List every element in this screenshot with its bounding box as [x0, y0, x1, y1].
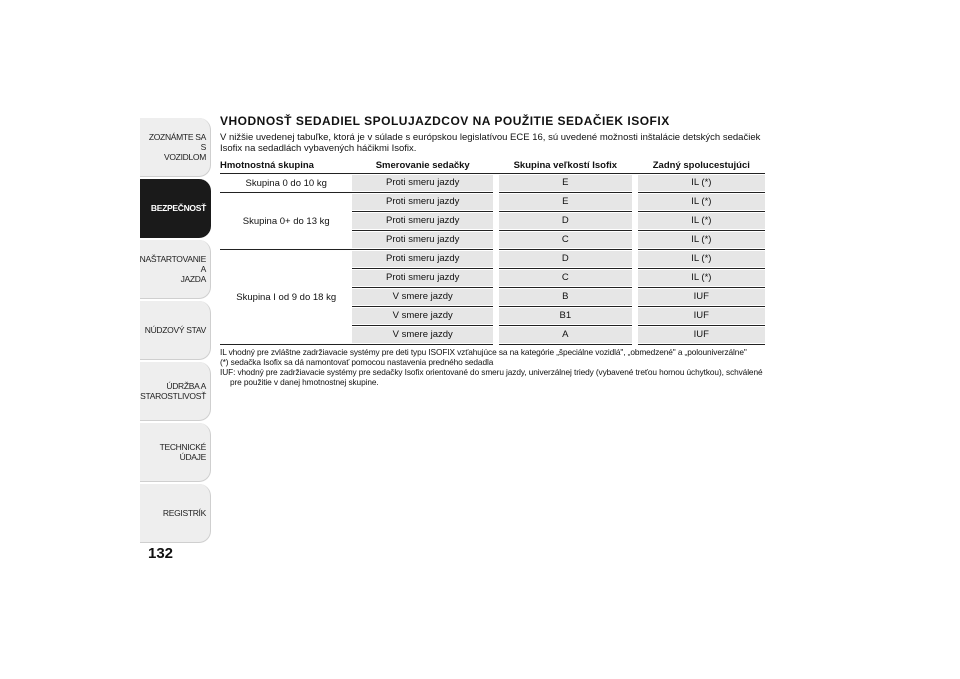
cell-value: V smere jazdy — [352, 308, 493, 324]
size-class-cell — [499, 326, 631, 345]
note-iuf: IUF: vhodný pre zadržiavacie systémy pre sedačky Isofix orientované do smeru jazdy, univerzálnej triedy (vybavené treťou hornou úchytkou), schválené pre použitie v danej hmotnostnej skupine. — [220, 367, 763, 387]
header-seat-direction: Smerovanie sedačky — [352, 157, 493, 174]
size-class-cell — [499, 307, 631, 326]
table-header-row — [220, 157, 765, 174]
size-class-cell — [499, 288, 631, 307]
weight-group-cell: Skupina 0 do 10 kg — [220, 174, 352, 193]
direction-cell — [352, 269, 493, 288]
note-asterisk: (*) sedačka Isofix sa dá namontovať pomocou nastavenia predného sedadla — [220, 357, 494, 367]
cell-value: V smere jazdy — [352, 289, 493, 305]
direction-cell — [352, 212, 493, 231]
cell-value: D — [499, 251, 631, 267]
size-class-cell — [499, 212, 631, 231]
cell-value: B — [499, 289, 631, 305]
direction-cell — [352, 193, 493, 212]
cell-value: IL (*) — [638, 232, 765, 248]
weight-group-cell: Skupina 0+ do 13 kg — [220, 193, 352, 250]
table-row — [220, 193, 765, 212]
chapter-tab-label: NÚDZOVÝ STAV — [144, 325, 206, 335]
cell-value: C — [499, 270, 631, 286]
chapter-tab-label: JAZDA — [180, 274, 206, 284]
cell-value: Proti smeru jazdy — [352, 232, 493, 248]
rear-passenger-cell — [638, 326, 765, 345]
intro-paragraph: V nižšie uvedenej tabuľke, ktorá je v súlade s európskou legislatívou ECE 16, sú uvedené možnosti inštalácie detských sedačiek Isofix na sedadlách vybavených háčikmi Isofix. — [220, 132, 761, 154]
cell-value: Proti smeru jazdy — [352, 175, 493, 191]
header-isofix-size: Skupina veľkostí Isofix — [499, 157, 631, 174]
cell-value: IUF — [638, 327, 765, 343]
cell-value: Proti smeru jazdy — [352, 251, 493, 267]
chapter-tab-label: BEZPEČNOSŤ — [150, 203, 206, 213]
chapter-tab-label: VOZIDLOM — [164, 152, 206, 162]
rear-passenger-cell — [638, 212, 765, 231]
chapter-tab-6[interactable] — [140, 423, 211, 482]
size-class-cell — [499, 269, 631, 288]
size-class-cell — [499, 193, 631, 212]
chapter-tab-3[interactable] — [140, 240, 211, 299]
cell-value: C — [499, 232, 631, 248]
cell-value: B1 — [499, 308, 631, 324]
isofix-table — [220, 157, 765, 345]
direction-cell — [352, 174, 493, 193]
cell-value: IL (*) — [638, 194, 765, 210]
cell-value: V smere jazdy — [352, 327, 493, 343]
size-class-cell — [499, 231, 631, 250]
cell-value: IUF — [638, 289, 765, 305]
cell-value: Proti smeru jazdy — [352, 194, 493, 210]
cell-value: IL (*) — [638, 251, 765, 267]
chapter-tab-label: REGISTRÍK — [162, 508, 206, 518]
rear-passenger-cell — [638, 307, 765, 326]
cell-value: IL (*) — [638, 213, 765, 229]
rear-passenger-cell — [638, 288, 765, 307]
chapter-tab-label: TECHNICKÉ ÚDAJE — [159, 442, 206, 462]
chapter-tab-label: NAŠTARTOVANIE A — [139, 254, 206, 274]
table-row — [220, 174, 765, 193]
table-row — [220, 250, 765, 269]
chapter-tab-label: ÚDRŽBA A — [166, 381, 206, 391]
direction-cell — [352, 288, 493, 307]
rear-passenger-cell — [638, 174, 765, 193]
size-class-cell — [499, 250, 631, 269]
cell-value: D — [499, 213, 631, 229]
note-il: IL vhodný pre zvláštne zadržiavacie systémy pre deti typu ISOFIX vzťahujúce sa na kategórie „špeciálne vozidlá", „obmedzené" a „polouniverzálne" — [220, 347, 747, 357]
cell-value: Proti smeru jazdy — [352, 270, 493, 286]
size-class-cell — [499, 174, 631, 193]
cell-value: A — [499, 327, 631, 343]
chapter-tab-label: STAROSTLIVOSŤ — [140, 391, 206, 401]
cell-value: IL (*) — [638, 175, 765, 191]
cell-value: IL (*) — [638, 270, 765, 286]
cell-value: IUF — [638, 308, 765, 324]
weight-group-cell: Skupina I od 9 do 18 kg — [220, 250, 352, 345]
direction-cell — [352, 250, 493, 269]
direction-cell — [352, 307, 493, 326]
page-number: 132 — [148, 545, 174, 562]
header-weight-group: Hmotnostná skupina — [220, 157, 352, 174]
chapter-tab-1[interactable] — [140, 118, 211, 177]
main-content — [220, 114, 765, 387]
chapter-tab-7[interactable] — [140, 484, 211, 543]
section-heading: VHODNOSŤ SEDADIEL SPOLUJAZDCOV NA POUŽITIE SEDAČIEK ISOFIX — [220, 114, 670, 128]
chapter-tab-4[interactable] — [140, 301, 211, 360]
rear-passenger-cell — [638, 250, 765, 269]
cell-value: E — [499, 194, 631, 210]
rear-passenger-cell — [638, 193, 765, 212]
cell-value: E — [499, 175, 631, 191]
chapter-tab-2[interactable] — [140, 179, 211, 238]
rear-passenger-cell — [638, 231, 765, 250]
cell-value: Proti smeru jazdy — [352, 213, 493, 229]
table-notes — [220, 347, 765, 387]
header-rear-passenger: Zadný spolucestujúci — [638, 157, 765, 174]
chapter-tab-5[interactable] — [140, 362, 211, 421]
direction-cell — [352, 326, 493, 345]
rear-passenger-cell — [638, 269, 765, 288]
chapter-tab-label: ZOZNÁMTE SA S — [148, 132, 206, 152]
direction-cell — [352, 231, 493, 250]
